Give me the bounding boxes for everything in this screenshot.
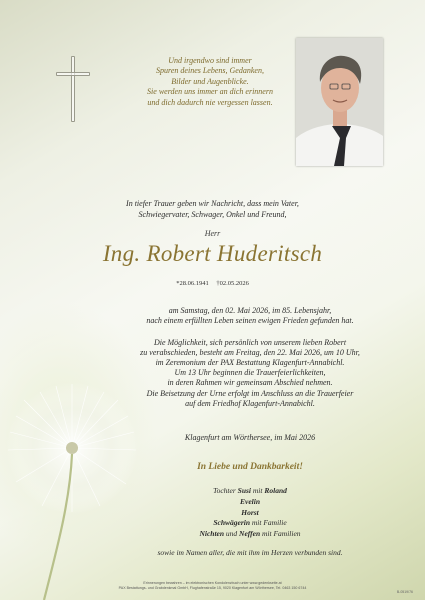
thanks-heading: In Liebe und Dankbarkeit! [197, 462, 303, 472]
passing-line: nach einem erfüllten Leben seinen ewigen Frieden gefunden hat. [146, 316, 354, 325]
mourner-name: Roland [264, 486, 287, 495]
burial-line: Die Beisetzung der Urne erfolgt im Anschluss an die Trauerfeier [146, 389, 354, 398]
burial-line: auf dem Friedhof Klagenfurt-Annabichl. [185, 399, 315, 408]
footer-line: PAX Bestattungs- und Grabdenkmal GmbH, Flughafenstraße 15, 9020 Klagenfurt am Wörthersee, Tel. 0463 150 6744 [118, 586, 307, 590]
mourner-name: Neffen [239, 529, 261, 539]
passing-text [100, 306, 400, 326]
mourner-text: und [224, 529, 240, 539]
mourner-name: Horst [241, 507, 259, 517]
mourner-line [100, 508, 400, 519]
closing-line: sowie im Namen aller, die mit ihm im Herzen verbunden sind. [157, 548, 343, 557]
ceremony-text [100, 338, 400, 388]
mourner-line [100, 529, 400, 540]
mourner-name: Evelin [240, 496, 260, 506]
announcement-line: In tiefer Trauer geben wir Nachricht, dass mein Vater, [126, 199, 299, 208]
mourner-text: mit [251, 486, 265, 495]
salutation: Herr [204, 229, 221, 238]
mourner-text: mit Familie [250, 518, 287, 528]
burial-text [100, 389, 400, 409]
portrait-photo [296, 38, 383, 166]
announcement-text [0, 199, 425, 220]
poem-line: Und irgendwo sind immer [168, 56, 252, 65]
footer-line: Erinnerungen bewahren – im elektronischen Kondolenzbuch unter www.gedenkseite.at [143, 581, 282, 585]
mourner-line [100, 486, 400, 497]
mourner-name: Schwägerin [213, 518, 250, 528]
document-code: B-0519/76 [396, 590, 413, 594]
death-date: †02.05.2026 [216, 280, 249, 287]
poem-line: Spuren deines Lebens, Gedanken, [156, 66, 264, 76]
poem-line: Bilder und Augenblicke. [171, 76, 249, 86]
poem-line: und dich dadurch nie vergessen lassen. [147, 97, 273, 107]
passing-line: am Samstag, den 02. Mai 2026, im 85. Lebensjahr, [168, 306, 332, 315]
ceremony-line: Um 13 Uhr beginnen die Trauerfeierlichkeiten, [174, 368, 326, 377]
poem-line: Sie werden uns immer an dich erinnern [147, 87, 273, 97]
poem [126, 56, 294, 108]
mourner-line [100, 518, 400, 529]
announcement-line: Schwiegervater, Schwager, Onkel und Freund, [138, 209, 287, 219]
mourner-name: Nichten [199, 529, 225, 539]
ceremony-line: zu verabschieden, besteht am Freitag, den 22. Mai 2026, um 10 Uhr, [140, 348, 360, 357]
footer [0, 581, 425, 591]
place-date: Klagenfurt am Wörthersee, im Mai 2026 [184, 433, 316, 442]
mourner-text: mit Familien [260, 529, 301, 539]
deceased-name: Ing. Robert Huderitsch [102, 241, 323, 266]
mourners-list [100, 486, 400, 540]
ceremony-line: im Zeremonium der PAX Bestattung Klagenfurt-Annabichl. [155, 358, 345, 367]
cross-icon [56, 56, 90, 122]
ceremony-line: in deren Rahmen wir gemeinsam Abschied nehmen. [167, 378, 333, 387]
life-dates [0, 280, 425, 287]
mourner-line [100, 497, 400, 508]
mourner-name: Susi [237, 486, 252, 495]
ceremony-line: Die Möglichkeit, sich persönlich von unserem lieben Robert [153, 338, 347, 347]
mourner-text: Tochter [213, 486, 238, 495]
birth-date: *28.06.1941 [176, 280, 209, 287]
